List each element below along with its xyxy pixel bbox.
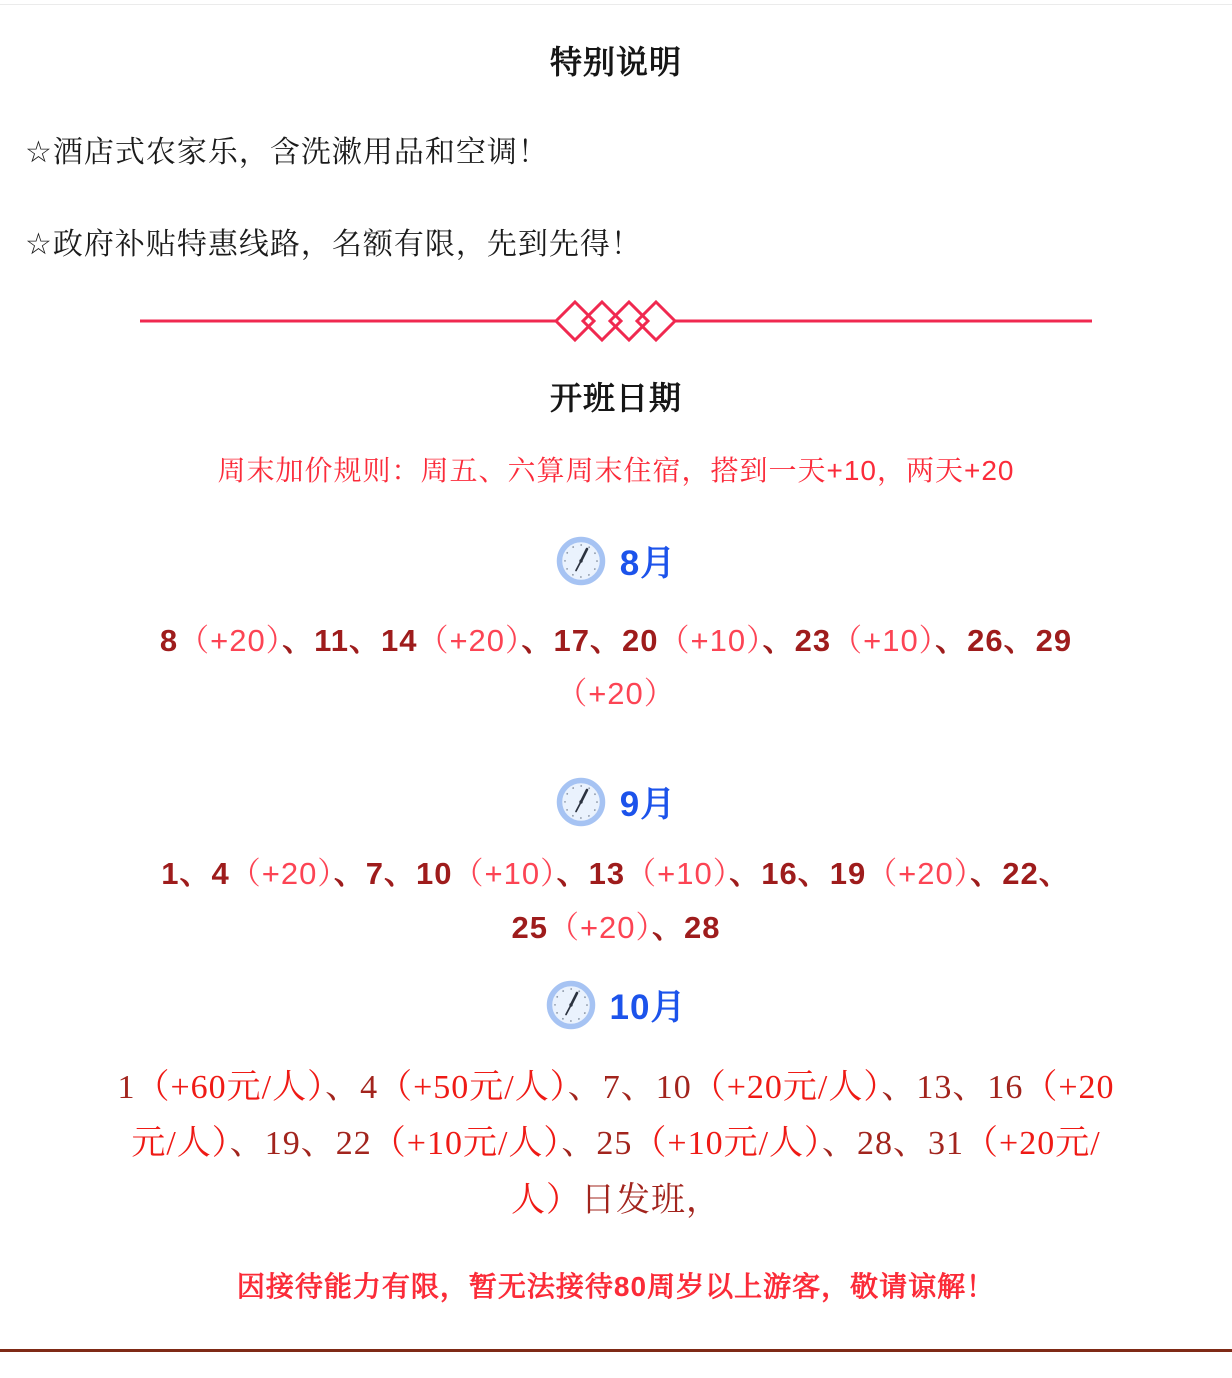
capacity-notice: 因接待能力有限，暂无法接待80周岁以上游客，敬请谅解！ [236,1271,996,1303]
clock-icon [556,777,606,827]
month-label-september: 9月 [619,785,677,825]
section-title-special-notes: 特别说明 [549,44,682,80]
clock-icon [556,536,606,586]
clock-icon [546,980,596,1030]
month-label-august: 8月 [619,543,677,583]
month-label-october: 10月 [609,988,687,1028]
month-header-august [0,536,1232,586]
month-dates-august: 8（+20）、11、14（+20）、17、20（+10）、23（+10）、26、29 （+20） [159,622,1073,712]
note-government-subsidy: ☆政府补贴特惠线路，名额有限，先到先得！ [25,227,642,261]
month-header-september [0,777,1232,827]
month-dates-october: 1（+60元/人）、4（+50元/人）、7、10（+20元/人）、13、16（+20 元/人）、19、22（+10元/人）、25（+10元/人）、28、31（+20元/ 人）日发班， [117,1069,1115,1219]
diamond-divider [140,299,1092,343]
month-header-october [0,980,1232,1030]
weekend-pricing-rule: 周末加价规则：周五、六算周末住宿，搭到一天+10，两天+20 [217,455,1015,487]
note-hotel-amenities: ☆酒店式农家乐，含洗漱用品和空调！ [25,136,549,170]
top-divider [0,4,1232,5]
bottom-divider [0,1349,1232,1352]
month-dates-september: 1、4（+20）、7、10（+10）、13（+10）、16、19（+20）、22、 25（+20）、28 [161,856,1071,945]
section-title-schedule: 开班日期 [549,380,682,417]
